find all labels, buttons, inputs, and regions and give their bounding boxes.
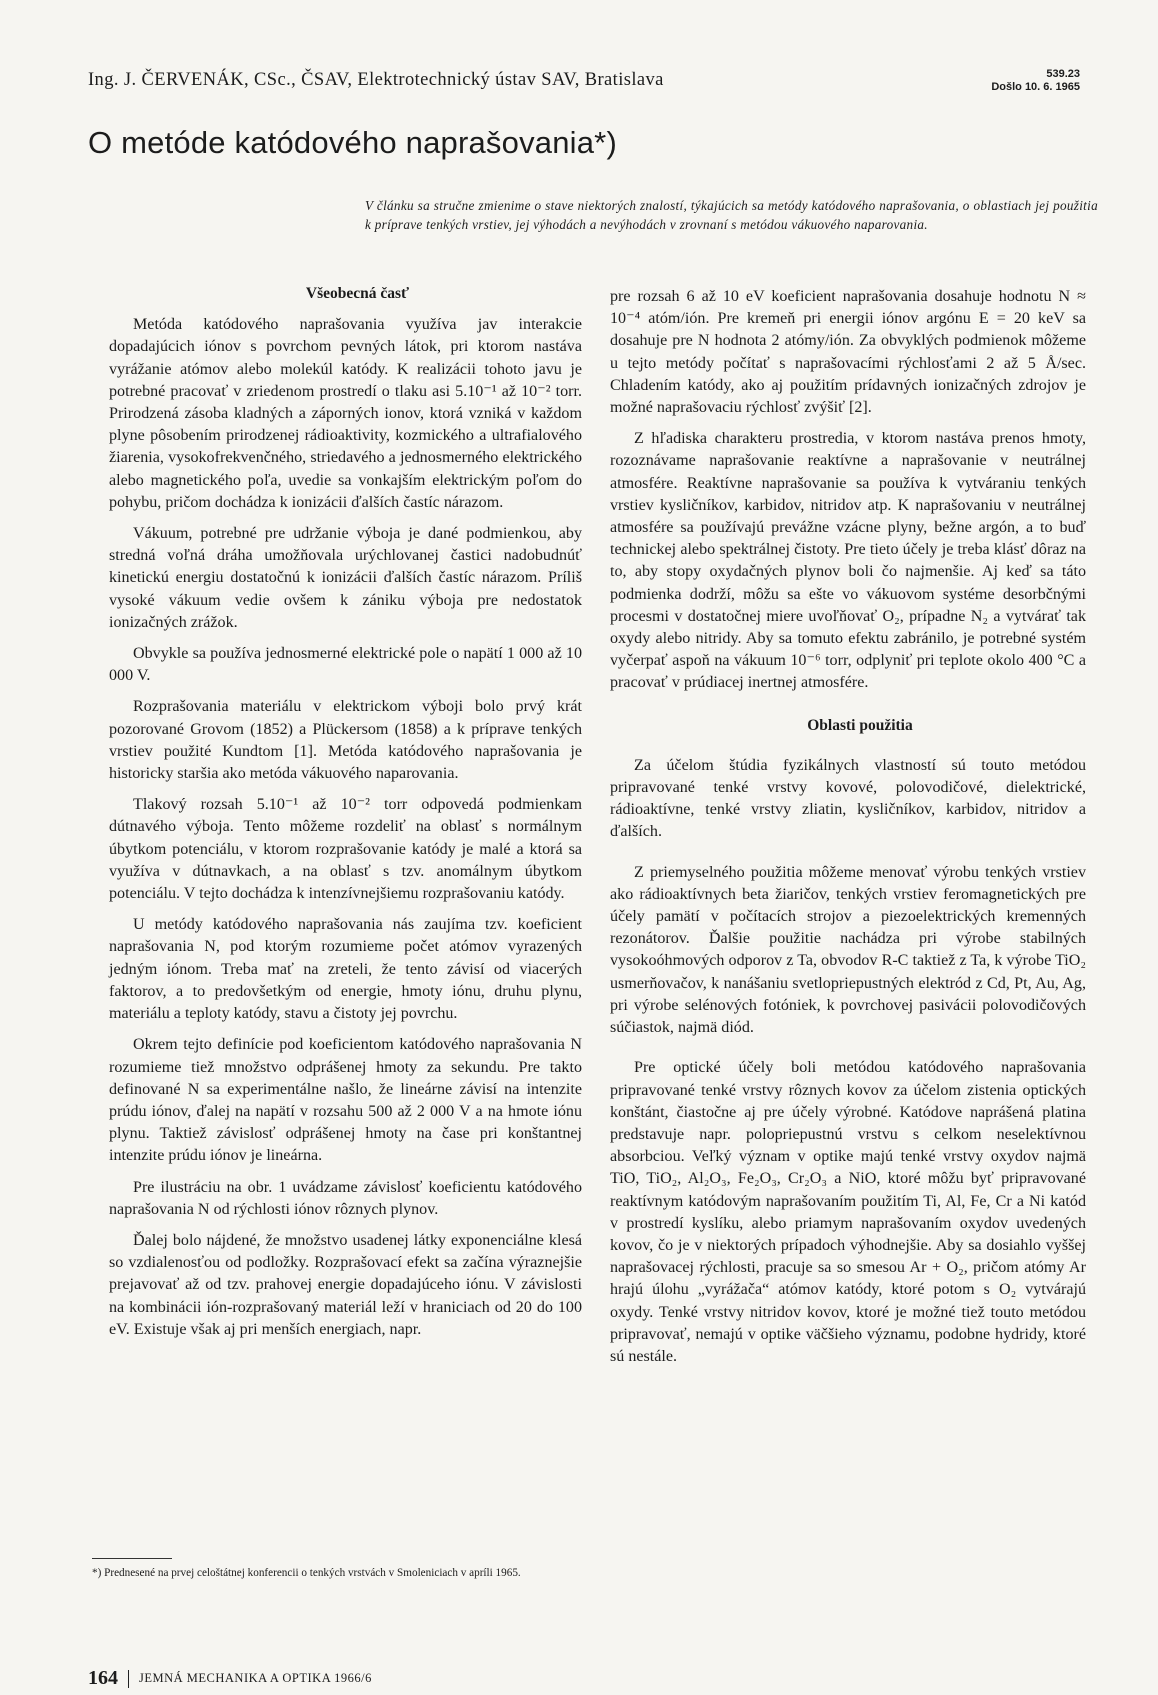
paragraph: Pre optické účely boli metódou katódového naprašovania pripravované tenké vrstvy rôznych kovov za účelom zistenia optických konštánt, čiastočne aj pre účely výrobné. Katódove naprášená platina predstavuje napr. polopriepustnú vrstvu s celkom neselektívnou absorbciou. Veľký význam v optike majú tenké vrstvy oxydov najmä TiO, TiO₂, Al₂O₃, Fe₂O₃, Cr₂O₃ a NiO, ktoré môžu byť pripravované reaktívnym katódovým naprašovaním použitím Ti, Al, Fe, Cr a Ni katód v prostredí kyslíku, alebo priamym naprašovaním oxydov uvedených kovov, čo je v niektorých prípadoch výhodnejšie. Aby sa dosiahlo vyššej naprašovacej rýchlosti, pracuje sa so smesou Ar + O₂, pričom atómy Ar hrajú úlohu „vyrážača“ atómov katódy, ktoré potom s O₂ vytvárajú oxydy. Tenké vrstvy nitridov kovov, ktoré je možné tiež touto metódou pripravovať, nemajú v optike väčšieho významu, podobne hydridy, ktoré sú nestále. (610, 1059, 1086, 1365)
author-line: Ing. J. ČERVENÁK, CSc., ČSAV, Elektrotechnický ústav SAV, Bratislava (88, 70, 664, 90)
received-date: Došlo 10. 6. 1965 (991, 81, 1080, 93)
paragraph: Pre ilustráciu na obr. 1 uvádzame závislosť koeficientu katódového naprašovania N od rýchlosti iónov rôznych plynov. (109, 1178, 582, 1218)
page-number: 164 (88, 1667, 118, 1689)
paragraph: Vákuum, potrebné pre udržanie výboja je dané podmienkou, aby stredná voľná dráha umožňovala urýchlovanej častici nadobudnúť kinetickú energiu dostatočnú k ionizácii ďalších častíc nárazom. Príliš vysoké vákuum vedie ovšem k zániku výboja pre nedostatok ionizačných zrážok. (109, 525, 582, 631)
paragraph: Rozprašovania materiálu v elektrickom výboji bolo prvý krát pozorované Grovom (1852) a Plückersom (1858) a k príprave tenkých vrstiev použité Kundtom [1]. Metóda katódového naprašovania je historicky staršia ako metóda vákuového naparovania. (109, 698, 582, 783)
article-title: O metóde katódového naprašovania*) (88, 125, 617, 160)
page-footer (88, 1667, 372, 1690)
paragraph: Ďalej bolo nájdené, že množstvo usadenej látky exponenciálne klesá so vzdialenosťou od podložky. Rozprašovací efekt sa začína výraznejšie prejavovať až od tzv. prahovej energie dopadajúceho iónu. V závislosti na kombinácii ión-rozprašovaný materiál leží v hraniciach od 20 do 100 eV. Existuje však aj pri menších energiach, napr. (109, 1231, 582, 1338)
abstract: V článku sa stručne zmienime o stave niektorých znalostí, týkajúcich sa metódy katódového naprašovania, o oblastiach jej použitia k príprave tenkých vrstiev, jej výhodách a nevýhodách v zrovnaní s metódou vákuového naparovania. (365, 198, 1098, 232)
paragraph: pre rozsah 6 až 10 eV koeficient naprašovania dosahuje hodnotu N ≈ 10⁻⁴ atóm/ión. Pre kremeň pri energii iónov argónu E = 20 keV sa dosahuje pre N hodnota 2 atómy/ión. Za obvyklých podmienok môžeme u tejto metódy počítať s naprašovacími rýchlosťami 2 až 5 Å/sec. Chladením katódy, ako aj použitím prídavných ionizačných zdrojov je možné naprašovaciu rýchlosť zvýšiť [2]. (610, 288, 1086, 417)
footnote: *) Prednesené na prvej celoštátnej konferencii o tenkých vrstvách v Smoleniciach v apríli 1965. (92, 1567, 521, 1579)
article-meta (980, 68, 1080, 94)
journal-name: JEMNÁ MECHANIKA A OPTIKA 1966/6 (139, 1671, 372, 1685)
section-heading-applications: Oblasti použitia (807, 716, 913, 734)
paragraph: Z hľadiska charakteru prostredia, v ktorom nastáva prenos hmoty, rozoznávame naprašovanie reaktívne a naprašovanie v neutrálnej atmosfére. Reaktívne naprašovanie sa používa k vytváraniu tenkých vrstiev kysličníkov, karbidov, nitridov atp. K naprašovaniu v neutrálnej atmosfére sa používajú prevážne vzácne plyny, bežne argón, a to buď technickej alebo spektrálnej čistoty. Pre tieto účely je treba klásť dôraz na to, aby stopy oxydačných plynov boli čo najmenšie. Aj keď sa táto podmienka dodrží, môžu sa ešte vo vákuovom systéme desorbčnými procesmi v dostatočnej miere uvoľňovať O₂, prípadne N₂ a vytvárať tak oxydy alebo nitridy. Aby sa tomuto efektu zabránilo, je potrebné systém vyčerpať aspoň na vákuum 10⁻⁶ torr, odplyniť pri teplote okolo 400 °C a pracovať v prúdiacej inertnej atmosfére. (610, 430, 1086, 692)
paragraph: U metódy katódového naprašovania nás zaujíma tzv. koeficient naprašovania N, pod ktorým rozumieme počet atómov vyrazených jedným iónom. Treba mať na zreteli, že tento závisí od viacerých faktorov, a to predovšetkým od energie, hmoty iónu, druhu plynu, materiálu a teploty katódy, stavu a čistoty jej povrchu. (109, 916, 582, 1023)
paragraph: Tlakový rozsah 5.10⁻¹ až 10⁻² torr odpovedá podmienkam dútnavého výboja. Tento môžeme rozdeliť na oblasť s normálnym úbytkom potenciálu, v ktorom rozprašovanie katódy je malé a ktorá sa využíva v dútnavkach, a na oblasť s tzv. anomálnym úbytkom potenciálu. V tejto dochádza k intenzívnejšiemu rozprašovaniu katódy. (109, 796, 582, 903)
paragraph: Metóda katódového naprašovania využíva jav interakcie dopadajúcich iónov s povrchom pevných látok, pri ktorom nastáva vyrážanie atómov alebo molekúl katódy. K realizácii tohoto javu je potrebné pracovať v zriedenom prostredí o tlaku asi 5.10⁻¹ až 10⁻² torr. Prirodzená zásoba kladných a záporných ionov, ktorá vzniká v každom plyne pôsobením prirodzenej rádioaktivity, kozmického a ultrafialového žiarenia, vysokofrekvenčného, striedavého a jednosmerného elektrického alebo magnetického poľa, uvedie sa vonkajším elektrickým poľom do pohybu, pričom dochádza k ionizácii ďalších častíc nárazom. (109, 316, 582, 511)
right-column (610, 286, 1086, 1377)
left-column (109, 283, 582, 1350)
udc-code: 539.23 (1046, 68, 1080, 80)
paragraph: Okrem tejto definície pod koeficientom katódového naprašovania N rozumieme tiež množstvo odprášenej hmoty za sekundu. Pre takto definované N sa experimentálne našlo, že lineárne závisí na intenzite prúdu iónov, ďalej na napätí v rozsahu 500 až 2 000 V a na hmote iónu plynu. Taktiež závislosť odprášenej hmoty na čase pri konštantnej intenzite prúdu iónov je lineárna. (109, 1036, 582, 1165)
section-heading-general: Všeobecná časť (305, 285, 410, 302)
paragraph: Z priemyselného použitia môžeme menovať výrobu tenkých vrstiev ako rádioaktívnych beta žiaričov, tenkých vrstiev feromagnetických pre účely pamätí v počítacích strojov a piezoelektrických kremenných rezonátorov. Ďalšie použitie nachádza pri výrobe stabilných vysokoóhmových odporov z Ta, obvodov R-C taktiež z Ta, k výrobe TiO₂ usmerňovačov, k nanášaniu svetlopriepustných elektród z Cd, Pt, Au, Ag, pri výrobe selénových fotóniek, k povrchovej pasivácii polovodičových súčiastok, najmä diód. (610, 863, 1086, 1037)
footnote-rule (92, 1558, 172, 1559)
paragraph: Obvykle sa používa jednosmerné elektrické pole o napätí 1 000 až 10 000 V. (109, 645, 582, 685)
footer-divider (128, 1670, 129, 1688)
paragraph: Za účelom štúdia fyzikálnych vlastností sú touto metódou pripravované tenké vrstvy kovové, polovodičové, dielektrické, rádioaktívne, tenké vrstvy zliatin, kysličníkov, karbidov, nitridov a ďalších. (610, 756, 1086, 841)
